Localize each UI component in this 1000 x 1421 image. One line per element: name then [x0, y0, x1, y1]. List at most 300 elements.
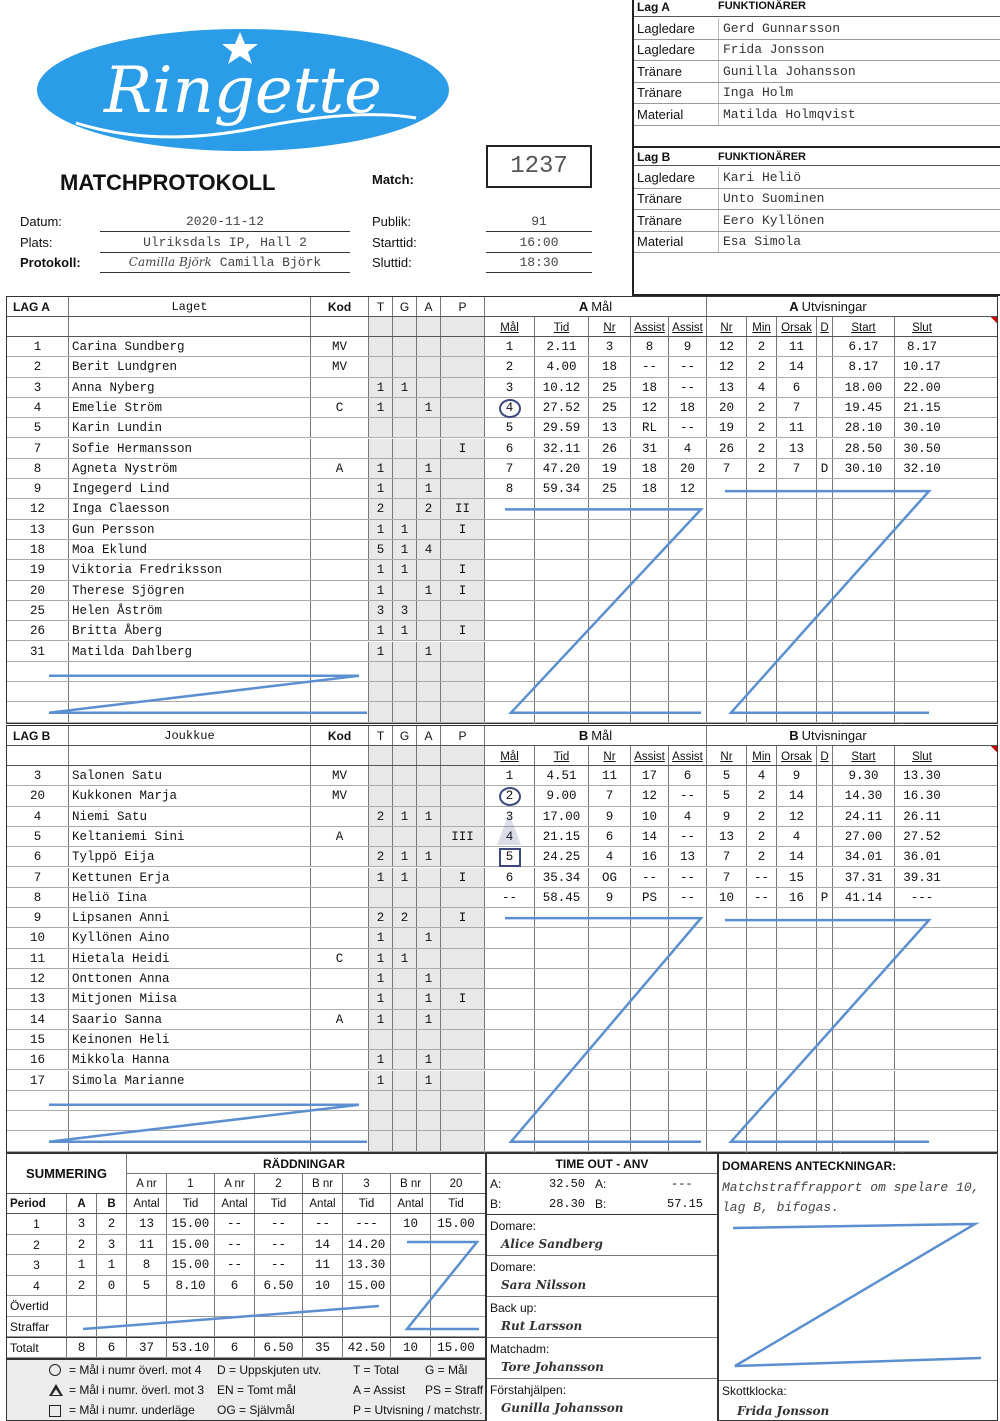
cell[interactable] — [7, 662, 69, 681]
cell[interactable] — [833, 969, 895, 988]
cell[interactable] — [669, 928, 707, 947]
cell[interactable] — [707, 581, 747, 600]
datum-field[interactable]: 2020-11-12 — [100, 214, 350, 232]
domare1-signature[interactable]: Alice Sandberg — [501, 1237, 603, 1251]
cell[interactable] — [817, 682, 833, 701]
summary-cell[interactable] — [391, 1235, 431, 1255]
pen-start[interactable]: 28.50 — [833, 439, 895, 458]
goal-assist1[interactable]: PS — [631, 888, 669, 907]
goal-time[interactable]: 29.59 — [535, 418, 589, 437]
cell[interactable] — [669, 682, 707, 701]
cell[interactable] — [535, 949, 589, 968]
goal-time[interactable]: 58.45 — [535, 888, 589, 907]
cell[interactable] — [485, 499, 535, 518]
cell[interactable] — [589, 560, 631, 579]
cell[interactable] — [535, 928, 589, 947]
cell[interactable] — [747, 702, 777, 721]
goal-assist1[interactable]: -- — [631, 868, 669, 887]
cell[interactable] — [833, 1131, 895, 1150]
player-a[interactable] — [417, 378, 441, 397]
player-number[interactable]: 2 — [7, 357, 69, 376]
player-a[interactable] — [417, 949, 441, 968]
official-name[interactable]: Kari Heliö — [718, 167, 1000, 188]
player-p[interactable]: I — [441, 908, 485, 927]
goal-time[interactable]: 21.15 — [535, 827, 589, 846]
goal-assist1[interactable]: 18 — [631, 459, 669, 478]
goal-time[interactable]: 35.34 — [535, 868, 589, 887]
cell[interactable] — [817, 499, 833, 518]
cell[interactable] — [589, 601, 631, 620]
pen-number[interactable]: 7 — [707, 868, 747, 887]
cell[interactable] — [669, 1131, 707, 1150]
cell[interactable] — [707, 520, 747, 539]
pen-d[interactable]: D — [817, 459, 833, 478]
cell[interactable] — [833, 949, 895, 968]
player-a[interactable] — [417, 439, 441, 458]
cell[interactable] — [895, 479, 949, 498]
player-g[interactable]: 1 — [393, 807, 417, 826]
player-number[interactable]: 7 — [7, 868, 69, 887]
cell[interactable] — [777, 949, 817, 968]
cell[interactable] — [707, 499, 747, 518]
cell[interactable] — [417, 1091, 441, 1110]
player-g[interactable] — [393, 479, 417, 498]
goal-time[interactable]: 47.20 — [535, 459, 589, 478]
cell[interactable] — [631, 1071, 669, 1090]
cell[interactable] — [833, 1091, 895, 1110]
cell[interactable] — [707, 928, 747, 947]
pen-start[interactable]: 30.10 — [833, 459, 895, 478]
pen-reason[interactable]: 9 — [777, 766, 817, 785]
cell[interactable] — [589, 969, 631, 988]
player-a[interactable] — [417, 337, 441, 356]
cell[interactable] — [485, 662, 535, 681]
pen-end[interactable]: 26.11 — [903, 809, 941, 824]
player-name[interactable]: Inga Claesson — [69, 499, 311, 518]
cell[interactable] — [895, 682, 949, 701]
cell[interactable] — [589, 581, 631, 600]
summary-cell[interactable]: -- — [215, 1255, 255, 1275]
player-g[interactable] — [393, 581, 417, 600]
player-kod[interactable]: MV — [311, 786, 369, 805]
cell[interactable] — [535, 520, 589, 539]
player-number[interactable]: 12 — [7, 499, 69, 518]
cell[interactable] — [535, 601, 589, 620]
summary-cell[interactable]: 8.10 — [167, 1276, 215, 1296]
player-p[interactable] — [441, 459, 485, 478]
summary-cell[interactable] — [303, 1317, 343, 1337]
pen-number[interactable]: 13 — [707, 827, 747, 846]
cell[interactable] — [589, 1030, 631, 1049]
player-g[interactable]: 1 — [393, 949, 417, 968]
player-a[interactable]: 1 — [417, 1010, 441, 1029]
player-t[interactable] — [369, 439, 393, 458]
player-a[interactable] — [417, 357, 441, 376]
cell[interactable] — [369, 1091, 393, 1110]
player-g[interactable]: 1 — [393, 621, 417, 640]
cell[interactable] — [441, 1111, 485, 1130]
summary-cell[interactable]: 2 — [67, 1235, 97, 1255]
cell[interactable] — [589, 702, 631, 721]
goal-assist1[interactable]: 8 — [631, 337, 669, 356]
cell[interactable] — [485, 642, 535, 661]
matchadm-signature[interactable]: Tore Johansson — [501, 1360, 604, 1374]
goal-assist1[interactable]: 16 — [631, 847, 669, 866]
player-kod[interactable] — [311, 581, 369, 600]
pen-number[interactable]: 13 — [707, 378, 747, 397]
cell[interactable] — [535, 908, 589, 927]
player-t[interactable]: 1 — [369, 1010, 393, 1029]
goal-assist2[interactable]: 12 — [669, 479, 707, 498]
player-t[interactable] — [369, 337, 393, 356]
player-t[interactable]: 1 — [369, 1050, 393, 1069]
pen-d[interactable] — [817, 337, 833, 356]
cell[interactable] — [631, 581, 669, 600]
cell[interactable] — [777, 601, 817, 620]
player-t[interactable] — [369, 357, 393, 376]
pen-start[interactable]: 8.17 — [833, 357, 895, 376]
player-t[interactable]: 1 — [369, 520, 393, 539]
player-name[interactable]: Matilda Dahlberg — [69, 642, 311, 661]
cell[interactable] — [747, 1030, 777, 1049]
summary-cell[interactable]: 42.50 — [343, 1338, 391, 1357]
pen-d[interactable] — [817, 357, 833, 376]
player-number[interactable]: 9 — [7, 908, 69, 927]
player-name[interactable]: Berit Lundgren — [69, 357, 311, 376]
player-kod[interactable]: A — [311, 827, 369, 846]
cell[interactable] — [631, 949, 669, 968]
goal-number[interactable]: 4 — [485, 398, 535, 417]
player-g[interactable]: 1 — [393, 520, 417, 539]
player-name[interactable]: Niemi Satu — [69, 807, 311, 826]
cell[interactable] — [777, 662, 817, 681]
summary-cell[interactable] — [167, 1317, 215, 1337]
pen-d[interactable] — [817, 439, 833, 458]
cell[interactable] — [485, 1071, 535, 1090]
player-p[interactable] — [441, 928, 485, 947]
cell[interactable] — [707, 601, 747, 620]
cell[interactable] — [417, 682, 441, 701]
cell[interactable] — [485, 702, 535, 721]
cell[interactable] — [369, 662, 393, 681]
cell[interactable] — [589, 662, 631, 681]
player-g[interactable]: 1 — [393, 868, 417, 887]
pen-d[interactable] — [817, 847, 833, 866]
pen-minutes[interactable]: -- — [747, 868, 777, 887]
player-kod[interactable]: A — [311, 459, 369, 478]
pen-number[interactable]: 9 — [707, 807, 747, 826]
player-name[interactable]: Britta Åberg — [69, 621, 311, 640]
goal-number[interactable]: 5 — [485, 418, 535, 437]
cell[interactable] — [777, 1050, 817, 1069]
summary-cell[interactable]: 53.10 — [167, 1338, 215, 1357]
cell[interactable] — [777, 560, 817, 579]
cell[interactable] — [485, 1091, 535, 1110]
goal-number[interactable]: 6 — [485, 868, 535, 887]
cell[interactable] — [895, 662, 949, 681]
cell[interactable] — [817, 1131, 833, 1150]
goal-scorer[interactable]: 13 — [589, 418, 631, 437]
cell[interactable] — [747, 581, 777, 600]
cell[interactable] — [833, 581, 895, 600]
cell[interactable] — [747, 662, 777, 681]
cell[interactable] — [631, 969, 669, 988]
cell[interactable] — [535, 560, 589, 579]
player-p[interactable] — [441, 1030, 485, 1049]
goal-scorer[interactable]: 4 — [589, 847, 631, 866]
forsta-signature[interactable]: Gunilla Johansson — [501, 1401, 624, 1415]
cell[interactable] — [535, 540, 589, 559]
cell[interactable] — [7, 682, 69, 701]
cell[interactable] — [669, 642, 707, 661]
summary-cell[interactable] — [215, 1317, 255, 1337]
goal-assist2[interactable]: 6 — [669, 766, 707, 785]
cell[interactable] — [895, 520, 949, 539]
signatur-field[interactable] — [535, 723, 707, 724]
cell[interactable] — [393, 1111, 417, 1130]
summary-cell[interactable] — [127, 1296, 167, 1316]
goal-assist1[interactable]: 12 — [631, 786, 669, 805]
goal-assist2[interactable]: 4 — [669, 439, 707, 458]
summary-cell[interactable] — [431, 1317, 481, 1337]
cell[interactable] — [747, 1131, 777, 1150]
player-g[interactable]: 1 — [393, 540, 417, 559]
cell[interactable] — [631, 989, 669, 1008]
player-kod[interactable] — [311, 1050, 369, 1069]
pen-minutes[interactable]: 2 — [747, 398, 777, 417]
player-t[interactable]: 1 — [369, 868, 393, 887]
cell[interactable] — [589, 928, 631, 947]
cell[interactable] — [535, 1071, 589, 1090]
cell[interactable] — [311, 1091, 369, 1110]
cell[interactable] — [485, 621, 535, 640]
goal-number[interactable]: 6 — [485, 439, 535, 458]
cell[interactable] — [535, 499, 589, 518]
summary-cell[interactable]: 2 — [97, 1214, 127, 1234]
player-g[interactable] — [393, 418, 417, 437]
goal-scorer[interactable]: 9 — [589, 888, 631, 907]
summary-cell[interactable]: 6 — [215, 1338, 255, 1357]
pen-minutes[interactable]: 2 — [747, 459, 777, 478]
cell[interactable] — [669, 1111, 707, 1130]
cell[interactable] — [747, 560, 777, 579]
cell[interactable] — [895, 581, 949, 600]
player-name[interactable]: Gun Persson — [69, 520, 311, 539]
cell[interactable] — [311, 1131, 369, 1150]
cell[interactable] — [747, 1091, 777, 1110]
cell[interactable] — [817, 662, 833, 681]
player-t[interactable]: 2 — [369, 908, 393, 927]
cell[interactable] — [535, 682, 589, 701]
cell[interactable] — [631, 928, 669, 947]
cell[interactable] — [485, 969, 535, 988]
pen-start[interactable]: 28.10 — [833, 418, 895, 437]
cell[interactable] — [833, 989, 895, 1008]
summary-cell[interactable]: 15.00 — [167, 1214, 215, 1234]
summary-cell[interactable] — [97, 1317, 127, 1337]
cell[interactable] — [833, 702, 895, 721]
player-g[interactable]: 1 — [393, 560, 417, 579]
cell[interactable] — [777, 928, 817, 947]
cell[interactable] — [669, 989, 707, 1008]
cell[interactable] — [485, 989, 535, 1008]
cell[interactable] — [589, 949, 631, 968]
player-kod[interactable]: A — [311, 1010, 369, 1029]
cell[interactable] — [833, 662, 895, 681]
player-g[interactable] — [393, 786, 417, 805]
cell[interactable] — [589, 1131, 631, 1150]
goal-assist1[interactable]: 31 — [631, 439, 669, 458]
player-g[interactable] — [393, 766, 417, 785]
player-t[interactable]: 2 — [369, 807, 393, 826]
cell[interactable] — [895, 1010, 949, 1029]
player-t[interactable]: 1 — [369, 928, 393, 947]
player-number[interactable]: 20 — [7, 581, 69, 600]
pen-reason[interactable]: 13 — [777, 439, 817, 458]
player-t[interactable]: 2 — [369, 847, 393, 866]
goal-number[interactable]: 1 — [485, 337, 535, 356]
cell[interactable] — [669, 621, 707, 640]
player-g[interactable] — [393, 1010, 417, 1029]
cell[interactable] — [777, 969, 817, 988]
cell[interactable] — [669, 1010, 707, 1029]
official-name[interactable]: Gerd Gunnarsson — [718, 18, 1000, 39]
goal-assist2[interactable]: 18 — [669, 398, 707, 417]
cell[interactable] — [369, 702, 393, 721]
summary-cell[interactable]: -- — [215, 1235, 255, 1255]
cell[interactable] — [669, 662, 707, 681]
cell[interactable] — [669, 702, 707, 721]
cell[interactable] — [833, 560, 895, 579]
pen-d[interactable] — [817, 398, 833, 417]
cell[interactable] — [535, 1050, 589, 1069]
cell[interactable] — [833, 908, 895, 927]
cell[interactable] — [589, 1071, 631, 1090]
player-a[interactable] — [417, 868, 441, 887]
goal-scorer[interactable]: 19 — [589, 459, 631, 478]
cell[interactable] — [669, 1050, 707, 1069]
cell[interactable] — [535, 642, 589, 661]
player-a[interactable] — [417, 766, 441, 785]
summary-cell[interactable]: 8 — [127, 1255, 167, 1275]
cell[interactable] — [707, 621, 747, 640]
player-name[interactable]: Kukkonen Marja — [69, 786, 311, 805]
player-kod[interactable] — [311, 439, 369, 458]
player-name[interactable]: Viktoria Fredriksson — [69, 560, 311, 579]
player-kod[interactable] — [311, 908, 369, 927]
goal-number[interactable]: 2 — [485, 357, 535, 376]
cell[interactable] — [833, 928, 895, 947]
cell[interactable] — [7, 1091, 69, 1110]
player-p[interactable] — [441, 601, 485, 620]
player-g[interactable] — [393, 1050, 417, 1069]
player-p[interactable] — [441, 786, 485, 805]
cell[interactable] — [69, 662, 311, 681]
official-name[interactable]: Frida Jonsson — [718, 40, 1000, 61]
summary-cell[interactable]: 1 — [67, 1255, 97, 1275]
cell[interactable] — [817, 601, 833, 620]
goal-assist1[interactable]: 12 — [631, 398, 669, 417]
pen-end[interactable]: --- — [910, 890, 934, 905]
cell[interactable] — [777, 621, 817, 640]
official-name[interactable]: Inga Holm — [718, 83, 1000, 104]
domare2-signature[interactable]: Sara Nilsson — [501, 1278, 587, 1292]
cell[interactable] — [817, 928, 833, 947]
pen-d[interactable] — [817, 827, 833, 846]
pen-start[interactable]: 6.17 — [833, 337, 895, 356]
cell[interactable] — [311, 662, 369, 681]
player-kod[interactable] — [311, 928, 369, 947]
pen-end[interactable]: 36.01 — [903, 850, 941, 865]
cell[interactable] — [631, 1131, 669, 1150]
player-a[interactable] — [417, 520, 441, 539]
player-number[interactable]: 5 — [7, 418, 69, 437]
player-g[interactable] — [393, 439, 417, 458]
cell[interactable] — [747, 949, 777, 968]
cell[interactable] — [69, 1111, 311, 1130]
pen-end[interactable]: 22.00 — [903, 380, 941, 395]
pen-start[interactable]: 9.30 — [833, 766, 895, 785]
player-kod[interactable] — [311, 601, 369, 620]
cell[interactable] — [747, 601, 777, 620]
cell[interactable] — [631, 621, 669, 640]
timeout-b1[interactable]: 28.30 — [549, 1197, 586, 1211]
player-number[interactable]: 9 — [7, 479, 69, 498]
pen-end[interactable]: 8.17 — [906, 340, 937, 354]
cell[interactable] — [535, 581, 589, 600]
cell[interactable] — [631, 1010, 669, 1029]
pen-number[interactable]: 19 — [707, 418, 747, 437]
cell[interactable] — [833, 642, 895, 661]
summary-cell[interactable]: 13.30 — [343, 1255, 391, 1275]
player-number[interactable]: 8 — [7, 888, 69, 907]
cell[interactable] — [393, 1131, 417, 1150]
cell[interactable] — [817, 520, 833, 539]
pen-start[interactable]: 34.01 — [833, 847, 895, 866]
cell[interactable] — [707, 1131, 747, 1150]
summary-cell[interactable] — [431, 1255, 481, 1275]
player-a[interactable]: 1 — [417, 807, 441, 826]
cell[interactable] — [369, 1131, 393, 1150]
pen-number[interactable]: 10 — [707, 888, 747, 907]
player-a[interactable] — [417, 560, 441, 579]
player-t[interactable]: 3 — [369, 601, 393, 620]
pen-reason[interactable]: 14 — [777, 786, 817, 805]
goal-number[interactable]: 3 — [485, 807, 535, 826]
cell[interactable] — [747, 908, 777, 927]
cell[interactable] — [441, 682, 485, 701]
cell[interactable] — [441, 702, 485, 721]
cell[interactable] — [631, 908, 669, 927]
pen-number[interactable]: 12 — [707, 337, 747, 356]
cell[interactable] — [777, 642, 817, 661]
goal-number[interactable]: 4 — [485, 827, 535, 846]
cell[interactable] — [707, 969, 747, 988]
player-name[interactable]: Sofie Hermansson — [69, 439, 311, 458]
goal-number[interactable]: -- — [485, 888, 535, 907]
summary-cell[interactable] — [431, 1276, 481, 1296]
cell[interactable] — [707, 682, 747, 701]
cell[interactable] — [833, 1111, 895, 1130]
player-t[interactable] — [369, 1030, 393, 1049]
summary-cell[interactable]: 3 — [97, 1235, 127, 1255]
player-g[interactable] — [393, 398, 417, 417]
pen-end[interactable]: 32.10 — [903, 461, 941, 476]
pen-start[interactable]: 27.00 — [833, 827, 895, 846]
cell[interactable] — [747, 499, 777, 518]
summary-cell[interactable]: 15.00 — [343, 1276, 391, 1296]
player-name[interactable]: Ingegerd Lind — [69, 479, 311, 498]
